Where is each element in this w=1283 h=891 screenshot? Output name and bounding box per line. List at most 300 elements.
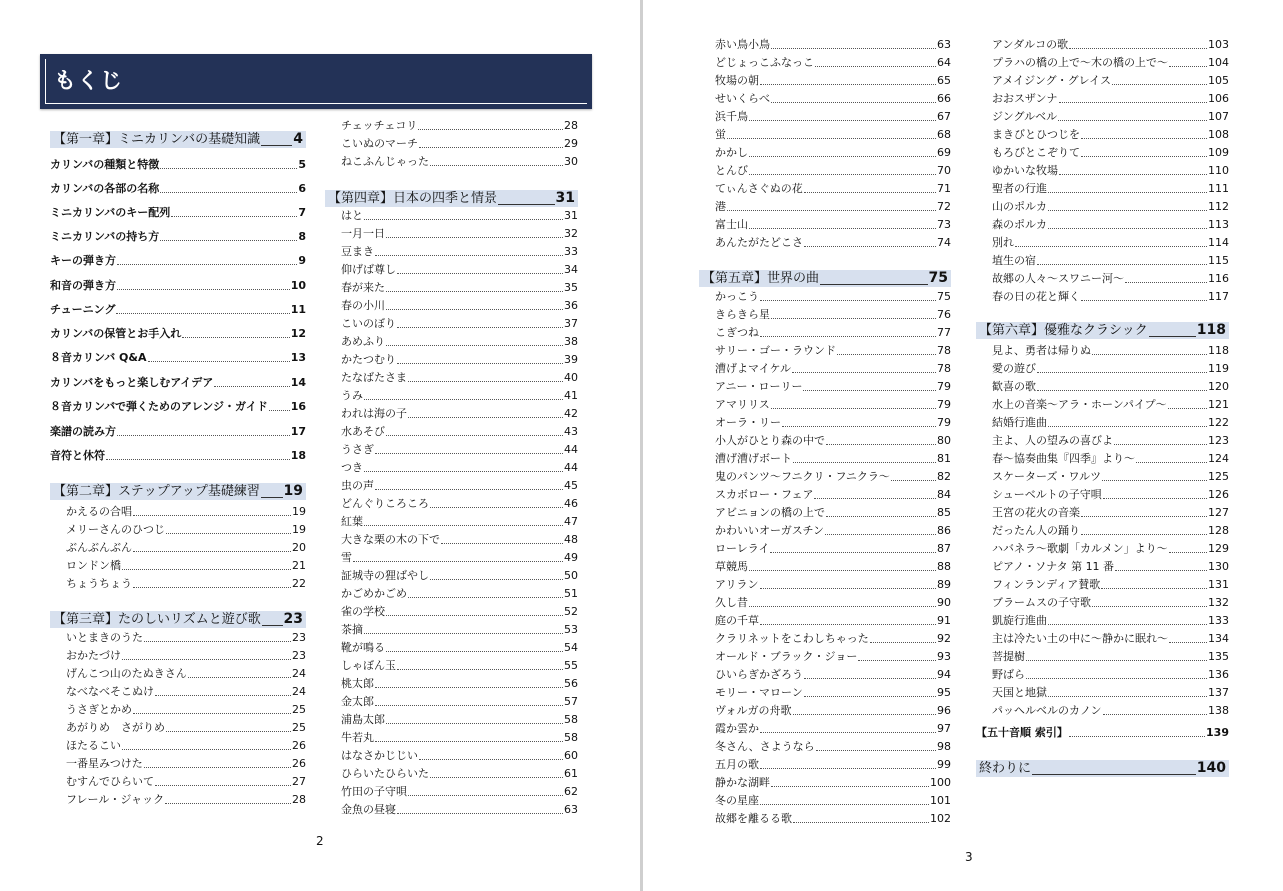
toc-entry — [699, 488, 951, 501]
toc-entry-page: 60 — [564, 749, 578, 762]
toc-entry — [50, 721, 306, 734]
toc-entry-title: 王宮の花火の音楽 — [992, 506, 1080, 519]
dot-leader — [1114, 444, 1207, 445]
toc-entry — [50, 376, 306, 389]
toc-entry — [976, 614, 1229, 627]
dot-leader — [1168, 408, 1207, 409]
toc-entry-title: とんび — [715, 164, 748, 177]
dot-leader — [1115, 570, 1207, 571]
toc-entry-page: 93 — [937, 650, 951, 663]
dot-leader — [375, 453, 563, 454]
toc-entry-title: 愛の遊び — [992, 362, 1036, 375]
toc-entry-page: 12 — [290, 327, 306, 340]
dot-leader — [771, 408, 936, 409]
toc-entry-title: シューベルトの子守唄 — [992, 488, 1102, 501]
toc-entry-page: 62 — [564, 785, 578, 798]
toc-entry-title: 【第五章】世界の曲 — [702, 271, 820, 286]
dot-leader — [1069, 736, 1205, 737]
dot-leader — [1149, 336, 1196, 337]
toc-entry — [699, 560, 951, 573]
toc-entry-title: どじょっこふなっこ — [715, 56, 814, 69]
toc-entry-title: 金太郎 — [341, 695, 374, 708]
dot-leader — [165, 803, 291, 804]
toc-entry — [976, 650, 1229, 663]
dot-leader — [771, 48, 936, 49]
toc-entry-page: 50 — [564, 569, 578, 582]
toc-entry — [699, 398, 951, 411]
toc-entry — [325, 299, 578, 312]
dot-leader — [441, 543, 563, 544]
toc-entry-title: ミニカリンバのキー配列 — [50, 206, 171, 219]
toc-entry-page: 28 — [564, 119, 578, 132]
toc-entry-page: 110 — [1208, 164, 1229, 177]
toc-entry — [325, 353, 578, 366]
toc-entry-page: 116 — [1208, 272, 1229, 285]
toc-entry — [325, 263, 578, 276]
dot-leader — [749, 570, 936, 571]
toc-entry-title: ロンドン橋 — [66, 559, 121, 572]
toc-entry — [699, 704, 951, 717]
toc-entry — [50, 327, 306, 340]
dot-leader — [430, 579, 563, 580]
toc-entry-title: 歓喜の歌 — [992, 380, 1036, 393]
toc-entry — [325, 425, 578, 438]
dot-leader — [122, 569, 291, 570]
toc-entry-page: 66 — [937, 92, 951, 105]
toc-entry-title: 【第四章】日本の四季と情景 — [328, 191, 498, 206]
toc-title-banner — [40, 54, 592, 109]
toc-column-2 — [325, 119, 578, 819]
toc-entry-page: 23 — [283, 611, 303, 627]
dot-leader — [133, 587, 291, 588]
toc-entry-title: クラリネットをこわしちゃった — [715, 632, 869, 645]
toc-entry-title: 結婚行進曲 — [992, 416, 1047, 429]
toc-entry-page: 71 — [937, 182, 951, 195]
toc-entry-page: 140 — [1196, 760, 1226, 776]
toc-entry-page: 33 — [564, 245, 578, 258]
toc-entry-title: 【五十音順 索引】 — [976, 726, 1068, 739]
dot-leader — [148, 361, 290, 362]
toc-entry-page: 25 — [292, 703, 306, 716]
toc-entry — [50, 703, 306, 716]
toc-entry-page: 65 — [937, 74, 951, 87]
dot-leader — [1026, 660, 1207, 661]
toc-entry-title: ゆかいな牧場 — [992, 164, 1058, 177]
toc-entry — [50, 667, 306, 680]
toc-entry-page: 138 — [1208, 704, 1229, 717]
toc-entry-title: 一番星みつけた — [66, 757, 143, 770]
toc-entry-page: 81 — [937, 452, 951, 465]
toc-entry-title: いとまきのうた — [66, 631, 143, 644]
toc-entry-title: 春の日の花と輝く — [992, 290, 1080, 303]
toc-entry-page: 72 — [937, 200, 951, 213]
toc-entry-page: 98 — [937, 740, 951, 753]
dot-leader — [166, 731, 291, 732]
toc-entry — [699, 668, 951, 681]
dot-leader — [760, 732, 936, 733]
toc-entry-page: 58 — [564, 713, 578, 726]
dot-leader — [364, 471, 563, 472]
toc-entry-title: どんぐりころころ — [341, 497, 429, 510]
toc-entry — [325, 245, 578, 258]
toc-entry-title: かっこう — [715, 290, 759, 303]
toc-entry-page: 133 — [1208, 614, 1229, 627]
toc-entry — [976, 200, 1229, 213]
toc-entry — [325, 209, 578, 222]
toc-entry — [976, 398, 1229, 411]
dot-leader — [1081, 156, 1207, 157]
toc-entry — [325, 803, 578, 816]
toc-entry-title: 竹田の子守唄 — [341, 785, 407, 798]
toc-entry — [976, 380, 1229, 393]
toc-entry — [699, 146, 951, 159]
toc-entry — [325, 497, 578, 510]
dot-leader — [816, 750, 936, 751]
toc-entry-title: キーの弾き方 — [50, 254, 116, 267]
toc-entry-page: 128 — [1208, 524, 1229, 537]
toc-entry-page: 112 — [1208, 200, 1229, 213]
toc-entry — [699, 614, 951, 627]
dot-leader — [261, 145, 292, 146]
toc-entry-title: 浜千鳥 — [715, 110, 748, 123]
dot-leader — [804, 246, 936, 247]
toc-entry-page: 135 — [1208, 650, 1229, 663]
toc-entry — [699, 74, 951, 87]
dot-leader — [782, 426, 936, 427]
dot-leader — [771, 786, 929, 787]
dot-leader — [1125, 282, 1207, 283]
toc-entry-title: しゃぼん玉 — [341, 659, 396, 672]
toc-entry — [699, 128, 951, 141]
toc-entry — [699, 182, 951, 195]
toc-entry-title: 漕げ漕げボート — [715, 452, 792, 465]
dot-leader — [1102, 480, 1207, 481]
dot-leader — [760, 300, 936, 301]
toc-entry-title: スケーターズ・ワルツ — [992, 470, 1102, 483]
toc-entry-title: 浦島太郎 — [341, 713, 385, 726]
toc-entry-title: 【第一章】ミニカリンバの基礎知識 — [53, 132, 261, 147]
toc-entry-page: 44 — [564, 461, 578, 474]
toc-entry — [976, 182, 1229, 195]
toc-entry — [325, 515, 578, 528]
toc-entry-page: 75 — [928, 270, 948, 286]
toc-entry-title: 【第六章】優雅なクラシック — [979, 323, 1148, 338]
toc-entry-page: 63 — [937, 38, 951, 51]
toc-column-1 — [50, 131, 306, 831]
toc-entry-title: スカボロー・フェア — [715, 488, 814, 501]
dot-leader — [144, 767, 291, 768]
toc-entry-title: アビニョンの橋の上で — [715, 506, 825, 519]
dot-leader — [160, 192, 297, 193]
toc-entry-page: 37 — [564, 317, 578, 330]
toc-entry-title: 草競馬 — [715, 560, 748, 573]
toc-entry-page: 28 — [292, 793, 306, 806]
toc-entry-page: 131 — [1208, 578, 1229, 591]
toc-entry-page: 39 — [564, 353, 578, 366]
toc-entry-title: ひらいたひらいた — [341, 767, 429, 780]
toc-entry-page: 69 — [937, 146, 951, 159]
dot-leader — [397, 669, 563, 670]
toc-entry-page: 19 — [283, 483, 303, 499]
toc-entry — [325, 605, 578, 618]
dot-leader — [375, 741, 563, 742]
dot-leader — [870, 642, 936, 643]
toc-entry-page: 134 — [1208, 632, 1229, 645]
toc-entry — [699, 326, 951, 339]
toc-entry — [976, 290, 1229, 303]
toc-entry-page: 77 — [937, 326, 951, 339]
toc-entry-page: 106 — [1208, 92, 1229, 105]
toc-entry-page: 4 — [293, 131, 303, 147]
toc-entry-title: フィンランディア賛歌 — [992, 578, 1101, 591]
toc-entry-page: 79 — [937, 416, 951, 429]
toc-entry-page: 51 — [564, 587, 578, 600]
toc-entry — [50, 775, 306, 788]
toc-entry-title: 山のポルカ — [992, 200, 1047, 213]
dot-leader — [1081, 534, 1207, 535]
toc-entry-title: かたつむり — [341, 353, 396, 366]
toc-entry — [699, 542, 951, 555]
toc-entry — [976, 74, 1229, 87]
toc-entry-title: サリー・ゴー・ラウンド — [715, 344, 836, 357]
toc-entry-title: ねこふんじゃった — [341, 155, 429, 168]
toc-entry-page: 19 — [292, 523, 306, 536]
dot-leader — [1048, 696, 1207, 697]
toc-entry-title: 五月の歌 — [715, 758, 759, 771]
toc-entry-title: モリー・マローン — [715, 686, 803, 699]
toc-entry-title: こいのぼり — [341, 317, 396, 330]
toc-entry-page: 137 — [1208, 686, 1229, 699]
toc-entry-page: 55 — [564, 659, 578, 672]
toc-column-3 — [699, 38, 951, 828]
toc-entry-page: 89 — [937, 578, 951, 591]
dot-leader — [771, 102, 936, 103]
toc-entry — [50, 541, 306, 554]
toc-entry-title: 埴生の宿 — [992, 254, 1036, 267]
toc-entry — [699, 218, 951, 231]
dot-leader — [353, 561, 563, 562]
dot-leader — [804, 678, 936, 679]
dot-leader — [749, 174, 936, 175]
toc-entry-page: 30 — [564, 155, 578, 168]
toc-entry — [976, 362, 1229, 375]
toc-entry-page: 19 — [292, 505, 306, 518]
dot-leader — [792, 372, 936, 373]
toc-entry-title: むすんでひらいて — [66, 775, 154, 788]
toc-entry — [325, 443, 578, 456]
toc-entry-page: 113 — [1208, 218, 1229, 231]
toc-entry-title: 港 — [715, 200, 726, 213]
toc-entry — [50, 505, 306, 518]
dot-leader — [386, 615, 563, 616]
toc-entry — [699, 200, 951, 213]
toc-entry — [976, 452, 1229, 465]
dot-leader — [188, 677, 291, 678]
toc-entry — [976, 726, 1229, 739]
toc-entry-title: アニー・ローリー — [715, 380, 803, 393]
dot-leader — [770, 552, 936, 553]
toc-entry-title: ヴォルガの舟歌 — [715, 704, 792, 717]
toc-entry — [50, 425, 306, 438]
dot-leader — [1059, 174, 1207, 175]
toc-entry-page: 27 — [292, 775, 306, 788]
toc-entry-title: 庭の千草 — [715, 614, 759, 627]
dot-leader — [1081, 516, 1207, 517]
dot-leader — [1048, 228, 1207, 229]
toc-entry — [699, 794, 951, 807]
toc-entry — [50, 230, 306, 243]
toc-entry-page: 99 — [937, 758, 951, 771]
toc-entry-page: 87 — [937, 542, 951, 555]
dot-leader — [1048, 192, 1207, 193]
toc-entry-title: オールド・ブラック・ジョー — [715, 650, 858, 663]
toc-entry-title: 【第三章】たのしいリズムと遊び歌 — [53, 612, 261, 627]
toc-entry-title: はなさかじじい — [341, 749, 418, 762]
toc-entry-title: 春が来た — [341, 281, 385, 294]
toc-entry — [699, 722, 951, 735]
toc-entry-title: アマリリス — [715, 398, 770, 411]
toc-entry — [325, 767, 578, 780]
toc-chapter-heading — [50, 611, 306, 628]
toc-entry — [325, 389, 578, 402]
toc-entry — [699, 110, 951, 123]
toc-entry — [699, 812, 951, 825]
toc-entry-page: 86 — [937, 524, 951, 537]
toc-entry-page: 136 — [1208, 668, 1229, 681]
toc-entry-title: 静かな湖畔 — [715, 776, 770, 789]
dot-leader — [1112, 84, 1207, 85]
toc-entry — [699, 686, 951, 699]
toc-entry-page: 80 — [937, 434, 951, 447]
toc-entry-title: もろびとこぞりて — [992, 146, 1080, 159]
toc-entry-page: 118 — [1208, 344, 1229, 357]
dot-leader — [815, 66, 936, 67]
toc-entry — [699, 308, 951, 321]
dot-leader — [386, 237, 563, 238]
toc-entry-page: 34 — [564, 263, 578, 276]
dot-leader — [1069, 48, 1207, 49]
toc-entry-page: 132 — [1208, 596, 1229, 609]
toc-entry — [699, 758, 951, 771]
toc-chapter-heading — [325, 190, 578, 207]
toc-entry — [50, 303, 306, 316]
toc-entry-page: 26 — [292, 757, 306, 770]
toc-entry — [50, 449, 306, 462]
toc-entry-page: 79 — [937, 380, 951, 393]
dot-leader — [386, 651, 563, 652]
toc-entry-page: 49 — [564, 551, 578, 564]
toc-entry-title: きらきら星 — [715, 308, 770, 321]
toc-entry-title: 仰げば尊し — [341, 263, 396, 276]
dot-leader — [1048, 624, 1207, 625]
dot-leader — [408, 597, 563, 598]
dot-leader — [1101, 588, 1207, 589]
toc-entry-page: 43 — [564, 425, 578, 438]
toc-entry-title: 豆まき — [341, 245, 374, 258]
toc-entry-page: 17 — [290, 425, 306, 438]
dot-leader — [1037, 372, 1207, 373]
toc-entry-title: プラハの橋の上で～木の橋の上で～ — [992, 56, 1168, 69]
toc-entry — [325, 731, 578, 744]
page-number-left: 2 — [316, 834, 324, 848]
toc-entry-title: 野ばら — [992, 668, 1025, 681]
dot-leader — [106, 459, 290, 460]
toc-entry — [699, 56, 951, 69]
toc-entry-title: 牧場の朝 — [715, 74, 759, 87]
toc-entry-title: ひいらぎかざろう — [715, 668, 803, 681]
toc-entry — [699, 236, 951, 249]
toc-entry — [976, 38, 1229, 51]
toc-entry-page: 109 — [1208, 146, 1229, 159]
dot-leader — [1103, 714, 1207, 715]
dot-leader — [419, 759, 563, 760]
toc-entry-page: 127 — [1208, 506, 1229, 519]
toc-entry — [699, 92, 951, 105]
dot-leader — [826, 444, 936, 445]
toc-entry — [699, 38, 951, 51]
dot-leader — [793, 462, 936, 463]
toc-entry-page: 9 — [298, 254, 306, 267]
toc-entry — [50, 793, 306, 806]
toc-entry-page: 119 — [1208, 362, 1229, 375]
toc-entry-page: 97 — [937, 722, 951, 735]
dot-leader — [793, 822, 929, 823]
dot-leader — [364, 525, 563, 526]
dot-leader — [1081, 300, 1207, 301]
toc-entry-page: 95 — [937, 686, 951, 699]
dot-leader — [375, 255, 563, 256]
toc-entry-title: カリンバの各部の名称 — [50, 182, 160, 195]
toc-entry-page: 70 — [937, 164, 951, 177]
dot-leader — [166, 533, 291, 534]
toc-entry-title: げんこつ山のたぬきさん — [66, 667, 187, 680]
toc-entry — [976, 560, 1229, 573]
toc-entry-page: 36 — [564, 299, 578, 312]
dot-leader — [397, 327, 563, 328]
dot-leader — [182, 337, 289, 338]
toc-entry — [976, 668, 1229, 681]
dot-leader — [1032, 774, 1196, 775]
toc-entry-title: かごめかごめ — [341, 587, 407, 600]
toc-entry — [325, 569, 578, 582]
toc-entry-title: 音符と休符 — [50, 449, 105, 462]
toc-entry-title: 別れ — [992, 236, 1014, 249]
toc-entry — [699, 776, 951, 789]
dot-leader — [1092, 354, 1207, 355]
toc-entry — [699, 632, 951, 645]
toc-entry — [699, 380, 951, 393]
toc-entry-page: 91 — [937, 614, 951, 627]
toc-entry-page: 16 — [290, 400, 306, 413]
toc-entry — [325, 785, 578, 798]
toc-entry-title: ８音カリンバ Q&A — [50, 351, 147, 364]
toc-entry-page: 88 — [937, 560, 951, 573]
toc-entry-title: アリラン — [715, 578, 759, 591]
toc-entry-page: 114 — [1208, 236, 1229, 249]
dot-leader — [133, 515, 291, 516]
dot-leader — [122, 659, 291, 660]
toc-entry-title: 靴が鳴る — [341, 641, 385, 654]
toc-entry-title: 【第二章】ステップアップ基礎練習 — [53, 484, 260, 499]
toc-entry — [976, 218, 1229, 231]
toc-chapter-heading — [50, 131, 306, 148]
toc-entry-page: 118 — [1196, 322, 1226, 338]
toc-entry — [50, 182, 306, 195]
toc-entry-title: 霞か雲か — [715, 722, 759, 735]
toc-entry — [50, 158, 306, 171]
dot-leader — [386, 291, 563, 292]
toc-entry-title: 鬼のパンツ～フニクリ・フニクラ～ — [715, 470, 890, 483]
